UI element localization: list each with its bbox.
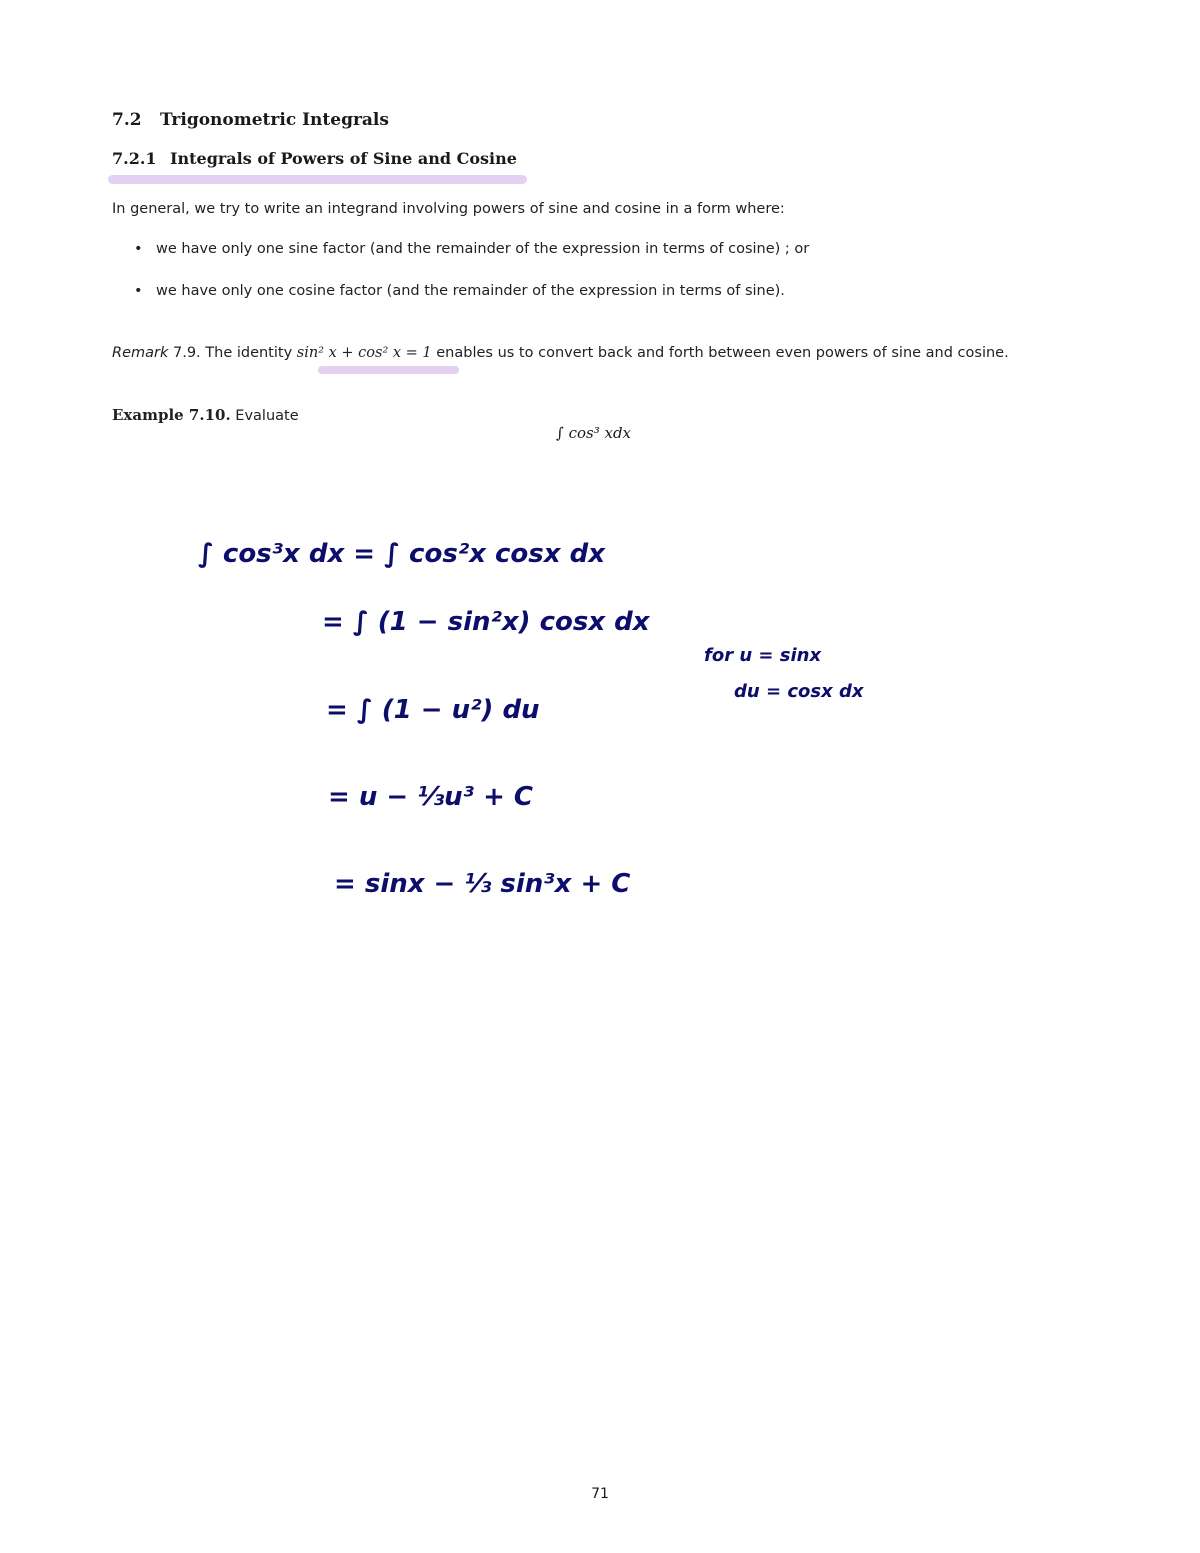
list-item: • we have only one cosine factor (and the remainder of the expression in terms of sine). xyxy=(134,283,785,299)
remark-before: The identity xyxy=(205,345,293,361)
handwritten-line-1: ∫ cos³x dx = ∫ cos²x cosx dx xyxy=(198,539,605,569)
handwritten-note-1: for u = sinx xyxy=(704,645,822,666)
handwritten-line-3: = ∫ (1 − u²) du xyxy=(326,695,540,725)
example-label: Example 7.10. xyxy=(112,406,231,424)
remark-identity: sin² x + cos² x = 1 xyxy=(296,345,432,361)
example-text: Evaluate xyxy=(235,408,299,424)
subsection-title: Integrals of Powers of Sine and Cosine xyxy=(170,149,517,168)
handwritten-line-2: = ∫ (1 − sin²x) cosx dx xyxy=(322,607,650,637)
remark-after: enables us to convert back and forth between even powers of sine and cosine. xyxy=(436,345,1009,361)
handwritten-line-4: = u − ⅓u³ + C xyxy=(328,782,534,812)
intro-paragraph: In general, we try to write an integrand involving powers of sine and cosine in a form where: xyxy=(112,201,785,217)
section-number: 7.2 xyxy=(112,110,142,130)
remark-number: 7.9. xyxy=(172,345,201,361)
subsection-number: 7.2.1 xyxy=(112,149,157,168)
page-number: 71 xyxy=(591,1486,609,1502)
list-item: • we have only one sine factor (and the remainder of the expression in terms of cosine) ; or xyxy=(134,241,810,257)
example-integral: ∫ cos³ xdx xyxy=(556,424,632,442)
section-title: Trigonometric Integrals xyxy=(160,110,389,130)
remark-label: Remark xyxy=(112,345,169,361)
handwritten-line-5: = sinx − ⅓ sin³x + C xyxy=(334,869,631,899)
handwritten-note-2: du = cosx dx xyxy=(734,681,864,702)
bullet-text: we have only one cosine factor (and the remainder of the expression in terms of sine). xyxy=(156,283,785,299)
bullet-text: we have only one sine factor (and the remainder of the expression in terms of cosine) ; or xyxy=(156,241,810,257)
